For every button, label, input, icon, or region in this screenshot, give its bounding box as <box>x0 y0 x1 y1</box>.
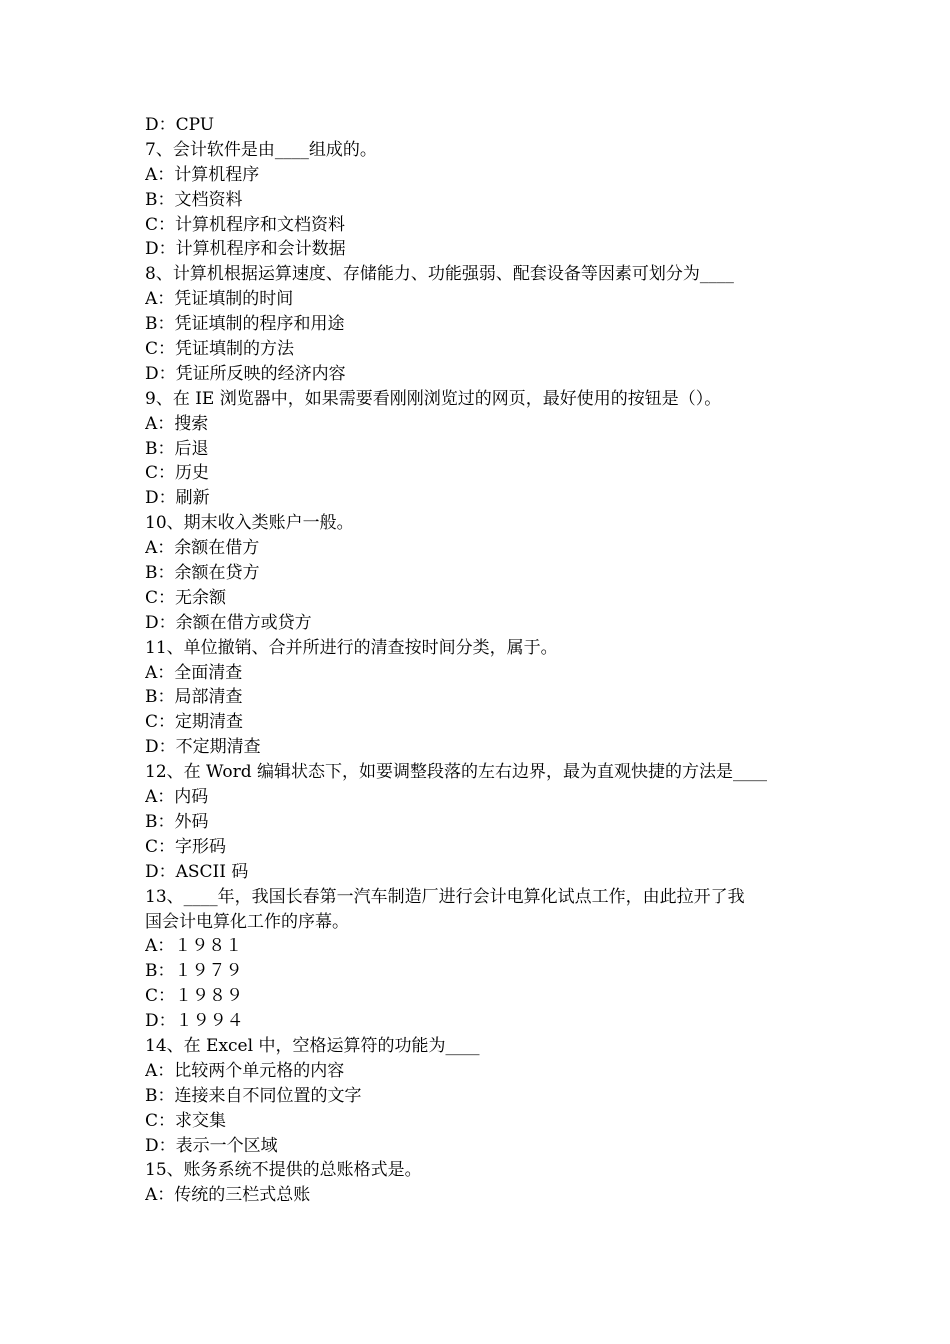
answer-option: B：外码 <box>145 811 209 832</box>
answer-option: A：搜索 <box>145 413 209 434</box>
answer-option: A：凭证填制的时间 <box>145 289 294 310</box>
answer-option: D：不定期清查 <box>145 737 261 758</box>
answer-option: C：计算机程序和文档资料 <box>145 214 346 235</box>
question-text: 8、计算机根据运算速度、存储能力、功能强弱、配套设备等因素可划分为____ <box>145 264 734 285</box>
answer-option: C：定期清查 <box>145 712 244 733</box>
question-text: 14、在 Excel 中，空格运算符的功能为____ <box>145 1035 480 1056</box>
answer-option: A：余额在借方 <box>145 538 260 559</box>
answer-option: A：计算机程序 <box>145 164 260 185</box>
answer-option: B：余额在贷方 <box>145 563 260 584</box>
answer-option: D：ASCII 码 <box>145 861 249 882</box>
answer-option: B：１９７９ <box>145 961 243 982</box>
answer-option: A：传统的三栏式总账 <box>145 1185 311 1206</box>
answer-option: C：字形码 <box>145 836 227 857</box>
answer-option: A：内码 <box>145 787 209 808</box>
answer-option: A：全面清查 <box>145 662 243 683</box>
answer-option: D：余额在借方或贷方 <box>145 612 312 633</box>
question-text: 11、单位撤销、合并所进行的清查按时间分类，属于。 <box>145 637 558 658</box>
question-text-continued: 国会计电算化工作的序幕。 <box>145 911 349 932</box>
question-text: 12、在 Word 编辑状态下，如要调整段落的左右边界，最为直观快捷的方法是____ <box>145 762 768 783</box>
question-text: 15、账务系统不提供的总账格式是。 <box>145 1160 422 1181</box>
answer-option: A：１９８１ <box>145 936 243 957</box>
question-text: 13、____年，我国长春第一汽车制造厂进行会计电算化试点工作，由此拉开了我 <box>145 886 745 907</box>
answer-option: B：连接来自不同位置的文字 <box>145 1085 362 1106</box>
question-text: 10、期末收入类账户一般。 <box>145 513 354 534</box>
answer-option: D：刷新 <box>145 488 210 509</box>
answer-option: D：计算机程序和会计数据 <box>145 239 346 260</box>
answer-option: D：表示一个区域 <box>145 1135 278 1156</box>
answer-option: C：凭证填制的方法 <box>145 339 295 360</box>
answer-option: C：１９８９ <box>145 986 244 1007</box>
answer-option: D：１９９４ <box>145 1011 244 1032</box>
answer-option: B：凭证填制的程序和用途 <box>145 314 345 335</box>
document-body <box>145 113 815 1208</box>
answer-option: B：局部清查 <box>145 687 243 708</box>
answer-option: C：无余额 <box>145 587 227 608</box>
answer-option: C：历史 <box>145 463 210 484</box>
answer-option: B：后退 <box>145 438 209 459</box>
answer-option: D：凭证所反映的经济内容 <box>145 363 346 384</box>
question-text: 7、会计软件是由____组成的。 <box>145 139 377 160</box>
answer-option: C：求交集 <box>145 1110 227 1131</box>
answer-option: A：比较两个单元格的内容 <box>145 1060 345 1081</box>
answer-option: B：文档资料 <box>145 189 243 210</box>
answer-option: D：CPU <box>145 115 215 135</box>
question-text: 9、在 IE 浏览器中，如果需要看刚刚浏览过的网页，最好使用的按钮是（）。 <box>145 388 722 409</box>
